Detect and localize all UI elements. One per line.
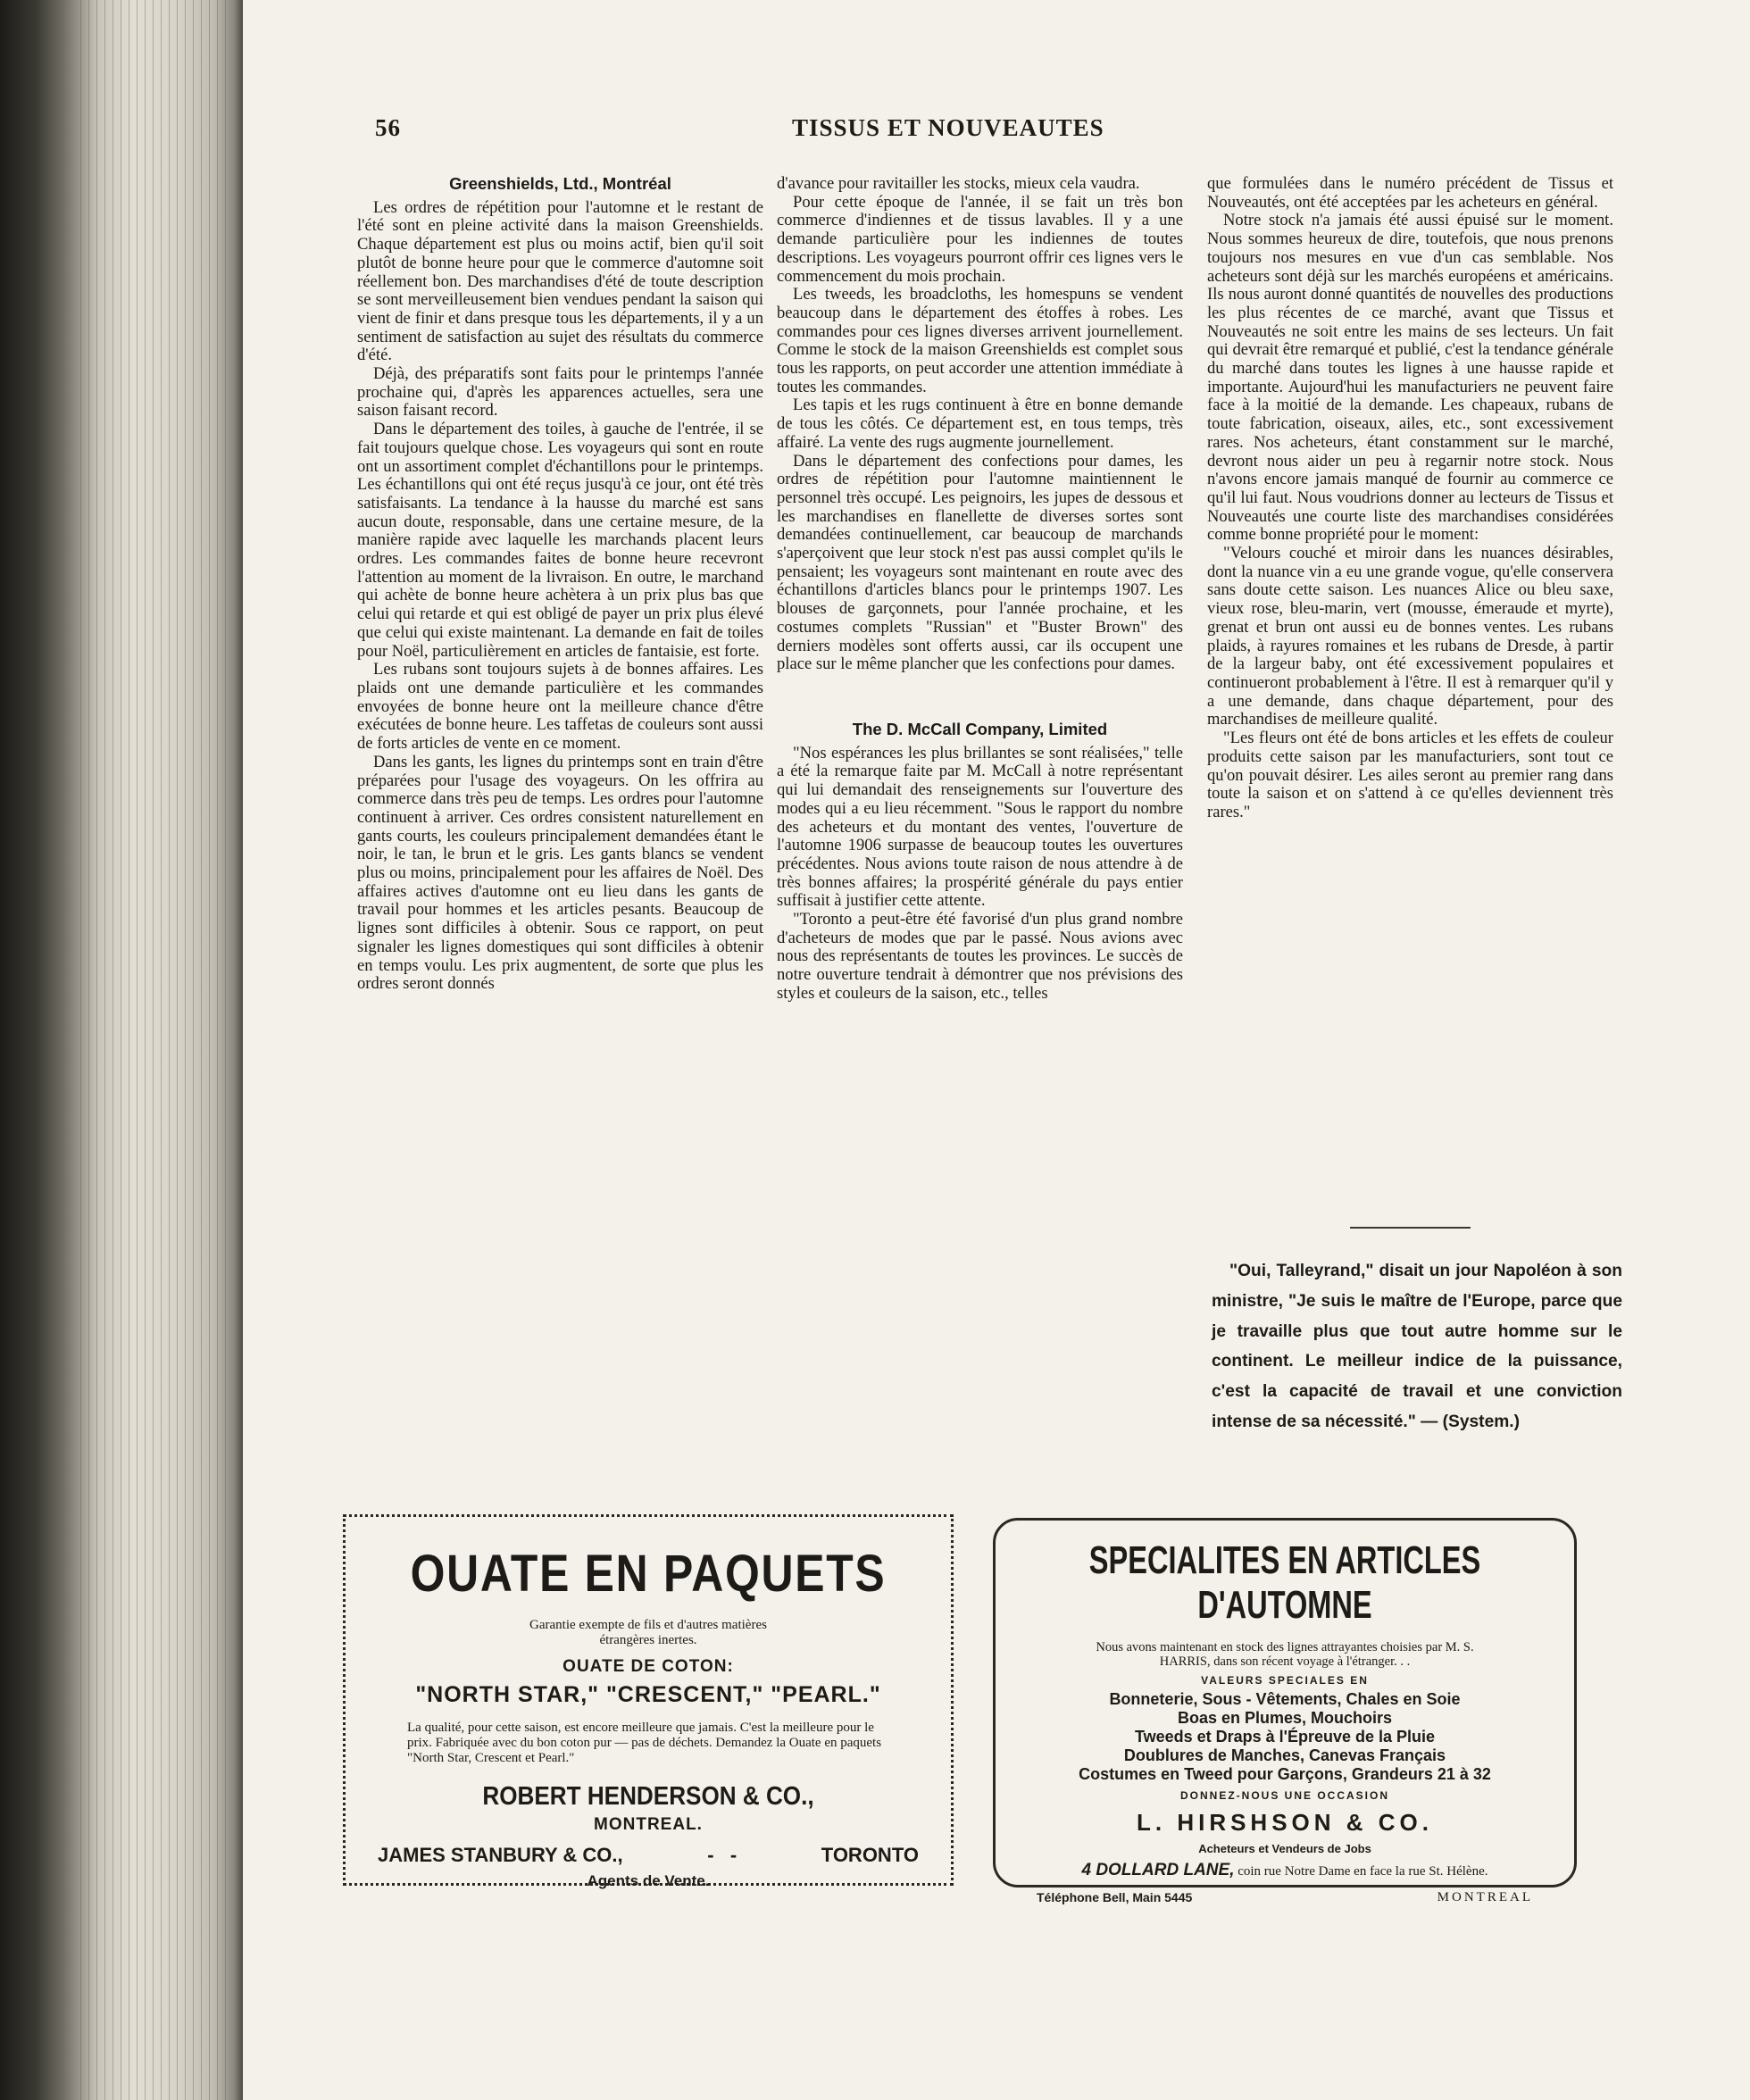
paragraph: d'avance pour ravitailler les stocks, mieux cela vaudra. <box>777 174 1140 193</box>
ad-phone: Téléphone Bell, Main 5445 <box>1037 1890 1193 1904</box>
advert-ouate-en-paquets <box>343 1514 954 1889</box>
ad-address-rest: coin rue Notre Dame en face la rue St. Hélène. <box>1238 1864 1488 1879</box>
ad-item: Boas en Plumes, Mouchoirs <box>1177 1709 1393 1727</box>
paragraph: Pour cette époque de l'année, il se fait un très bon commerce d'indiennes et de tissus lavables. Il y a une demande particulière pour les indiennes de toutes descriptions. Les voyageurs pourront offrir ces lignes vers le commencement du mois prochain. <box>777 192 1183 286</box>
paragraph: Dans le département des confections pour dames, les ordres de répétition pour l'automne maintiennent le personnel très occupé. Les peignoirs, les jupes de dessous et les marchandises en flanellette de diverses sortes sont demandées continuellement, car beaucoup de marchands s'aperçoivent que leur stock n'est pas aussi complet qu'ils le pensaient; les voyageurs sont maintenant en route avec des échantillons d'articles blancs pour le printemps 1907. Les blouses de garçonnets, pour l'année prochaine, et les costumes complets "Russian" et "Buster Brown" des derniers modèles sont offerts aussi, car ils occupent une place sur le même plancher que les confections pour dames. <box>777 451 1183 674</box>
column-1 <box>357 175 763 994</box>
section-heading-mccall: The D. McCall Company, Limited <box>852 719 1108 738</box>
ad-agent-city: TORONTO <box>821 1844 919 1866</box>
paragraph: "Velours couché et miroir dans les nuances désirables, dont la nuance vin a eu une grande vogue, qu'elle conservera sans doute cette saison. Les nuances Alice ou bleu saxe, vieux rose, bleu-marin, vert (mousse, émeraude et myrte), grenat et brun ont aussi eu de bonnes ventes. Les rubans plaids, à rayures romaines et les rubans de Dresde, à partir de la largeur baby, ont été excessivement populaires et continueront probablement à l'être. Il est à remarquer qu'il y a une demande, dans chaque département, pour des marchandises de meilleure qualité. <box>1207 544 1613 729</box>
ad-body: La qualité, pour cette saison, est encore meilleure que jamais. C'est la meilleure pour le prix. Fabriquée avec du bon coton pur — pas de déchets. Demandez la Ouate en paquets "North Star, Crescent et Pearl." <box>407 1721 882 1765</box>
ad-company: ROBERT HENDERSON & CO., <box>482 1782 814 1811</box>
running-title: TISSUS ET NOUVEAUTES <box>792 114 1104 141</box>
column-3 <box>1207 175 1613 822</box>
paragraph: Déjà, des préparatifs sont faits pour le printemps l'année prochaine qui, d'après les apparences actuelles, sera une saison faisant record. <box>357 364 763 421</box>
page-number: 56 <box>375 114 401 141</box>
ad-footer <box>996 1890 1574 1905</box>
paragraph: "Nos espérances les plus brillantes se sont réalisées," telle a été la remarque faite par M. McCall à notre représentant qui lui demandait des renseignements sur l'ouverture des modes qui a eu lieu récemment. "Sous le rapport du nombre des acheteurs et du montant des ventes, l'ouverture de l'automne 1906 surpasse de beaucoup toutes les ouvertures précédentes. Nous avions toute raison de nous attendre à de très bonnes affaires; la prospérité générale du pays entier suffisait à justifier cette attente. <box>777 743 1183 911</box>
ad-role: Acheteurs et Vendeurs de Jobs <box>1198 1842 1371 1855</box>
paragraph: Dans le département des toiles, à gauche de l'entrée, il se fait toujours quelque chose. Les voyageurs qui sont en route ont un assortiment complet d'échantillons pour le printemps. Les échantillons qui ont été reçus jusqu'à ce jour, ont été très satisfaisants. La tendance à la hausse du marché est sans aucun doute, responsable, dans une certaine mesure, de la manière rapide avec laquelle les marchands placent leurs ordres. Les commandes faites de bonne heure recevront l'attention au moment de la livraison. En outre, le marchand qui achète de bonne heure achètera à un prix plus bas que celui qui retarde et qui est obligé de payer un prix plus élevé que celui qui existe maintenant. La demande en fait de toiles pour Noël, particulièrement en articles de fantaisie, est forte. <box>357 420 763 661</box>
ad-item: Tweeds et Draps à l'Épreuve de la Pluie <box>1134 1728 1436 1746</box>
ad-subhead: OUATE DE COTON: <box>562 1657 734 1676</box>
ad-address <box>996 1862 1574 1879</box>
ad-agent: JAMES STANBURY & CO., <box>378 1844 623 1866</box>
column-divider-rule <box>1350 1227 1471 1229</box>
ad-address-main: 4 DOLLARD LANE, <box>1081 1861 1235 1879</box>
ad-items <box>996 1690 1574 1784</box>
paragraph: "Toronto a peut-être été favorisé d'un plus grand nombre d'acheteurs de modes que par le passé. Nous avions avec nous des représentants de toutes les provinces. Le succès de notre ouverture tendrait à démontrer que nos prévisions des styles et couleurs de la saison, etc., telles <box>777 910 1183 1003</box>
ad-company: L. HIRSHSON & CO. <box>1136 1809 1433 1836</box>
book-binding-edge <box>0 0 243 2100</box>
section-heading-greenshields: Greenshields, Ltd., Montréal <box>449 174 671 193</box>
ad-headline: OUATE EN PAQUETS <box>410 1545 887 1603</box>
ad-agent-role: Agents de Vente. <box>587 1872 710 1889</box>
ad-call: DONNEZ-NOUS UNE OCCASION <box>1179 1789 1389 1802</box>
ad-city: MONTREAL. <box>594 1815 703 1834</box>
ad-guarantee: Garantie exempte de fils et d'autres matières étrangères inertes. <box>529 1618 767 1647</box>
magazine-page <box>243 0 1750 2100</box>
paragraph: que formulées dans le numéro précédent de Tissus et Nouveautés, ont été acceptées par les acheteurs en général. <box>1207 174 1613 212</box>
page-stack-lines <box>80 0 232 2100</box>
paragraph: Les tapis et les rugs continuent à être en bonne demande de tous les côtés. Ce département est, en tous temps, très affairé. La vente des rugs augmente journellement. <box>777 396 1183 452</box>
paragraph: Les ordres de répétition pour l'automne et le restant de l'été sont en pleine activité dans la maison Greenshields. Chaque département est plus ou moins actif, bien qu'il soit plutôt de bonne heure pour que le commerce d'automne soit réellement bon. Des marchandises d'été de toute description se sont merveilleusement bien vendues pendant la saison qui vient de finir et dans presque tous les départements, il y a un sentiment de satisfaction au sujet des résultats du commerce d'été. <box>357 197 763 365</box>
ad-agent-line <box>346 1844 951 1867</box>
ad-item: Doublures de Manches, Canevas Français <box>1123 1746 1446 1764</box>
ad-subhead: VALEURS SPECIALES EN <box>1201 1674 1369 1687</box>
advert-specialites-automne <box>993 1518 1577 1904</box>
napoleon-quote: "Oui, Talleyrand," disait un jour Napoléon à son ministre, "Je suis le maître de l'Europe, parce que je travaille plus que tout autre homme sur le continent. Le meilleur indice de la puissance, c'est la capacité de travail et une conviction intense de sa nécessité." — (System.) <box>1212 1262 1622 1431</box>
column-2 <box>777 175 1183 1004</box>
ad-intro: Nous avons maintenant en stock des lignes attrayantes choisies par M. S. HARRIS, dans son récent voyage à l'étranger. . . <box>1096 1640 1474 1669</box>
paragraph: Notre stock n'a jamais été aussi épuisé sur le moment. Nous sommes heureux de dire, toutefois, que nous prenons toujours nos mesures en vue d'un cas semblable. Nos acheteurs sont déjà sur les marchés européens et américains. Ils nous auront donné quantités de nouvelles des productions les plus récentes de ce marché, avant que Tissus et Nouveautés ne soit entre les mains de ses lecteurs. Un fait qui devrait être remarqué et publié, c'est la tendance générale du marché dans toutes les lignes à une hausse rapide et importante. Aujourd'hui les manufacturiers ne peuvent faire face à la moitié de la demande. Les chapeaux, rubans de toute fabrication, oiseaux, ailes, etc., sont excessivement rares. Nos acheteurs, étant constamment sur le marché, devront nous aider un peu à regarnir notre stock. Nous n'avons encore jamais manqué de fournir au commerce ce qu'il lui faut. Nous voudrions donner au lecteurs de Tissus et Nouveautés une courte liste des marchandises considérées comme bonne propriété pour le moment: <box>1207 211 1613 545</box>
ad-brands: "NORTH STAR," "CRESCENT," "PEARL." <box>415 1682 881 1707</box>
ad-item: Bonneterie, Sous - Vêtements, Chales en Soie <box>1109 1690 1461 1708</box>
paragraph: Les rubans sont toujours sujets à de bonnes affaires. Les plaids ont une demande particulière et les commandes envoyées de bonne heure ont la meilleure chance d'être exécutées de bonne heure. Les taffetas de couleurs sont aussi de forts articles de vente en ce moment. <box>357 660 763 754</box>
paragraph: Les tweeds, les broadcloths, les homespuns se vendent beaucoup dans le département des étoffes à robes. Les commandes pour ces lignes diverses arrivent journellement. Comme le stock de la maison Greenshields est complet sous tous les rapports, on peut accorder une attention immédiate à toutes les commandes. <box>777 285 1183 396</box>
ad-item: Costumes en Tweed pour Garçons, Grandeurs 21 à 32 <box>1079 1765 1491 1783</box>
ad-headline: SPECIALITES EN ARTICLES D'AUTOMNE <box>1088 1538 1481 1627</box>
paragraph: "Les fleurs ont été de bons articles et les effets de couleur produits cette saison par les manufacturiers, sont tout ce qu'on pouvait désirer. Les ailes seront au premier rang dans toute la saison et on s'attend à ce qu'elles deviennent très rares." <box>1207 729 1613 821</box>
ad-city: MONTREAL <box>1437 1890 1533 1904</box>
ad-dashes: - - <box>707 1844 738 1866</box>
paragraph: Dans les gants, les lignes du printemps sont en train d'être préparées pour l'usage des voyageurs. On les offrira au commerce dans très peu de temps. Les ordres pour l'automne continuent à arriver. Ces ordres consistent naturellement en gants courts, les couleurs principalement demandées étant le noir, le tan, le brun et le gris. Les gants blancs se vendent plus ou moins, principalement pour les affaires de Noël. Des affaires actives d'automne ont eu lieu dans les gants de travail pour hommes et les articles pesants. Beaucoup de lignes sont difficiles à obtenir. Sous ce rapport, on peut signaler les lignes domestiques qui sont difficiles à obtenir en temps voulu. Les prix augmentent, de sorte que plus les ordres seront donnés <box>357 752 763 994</box>
